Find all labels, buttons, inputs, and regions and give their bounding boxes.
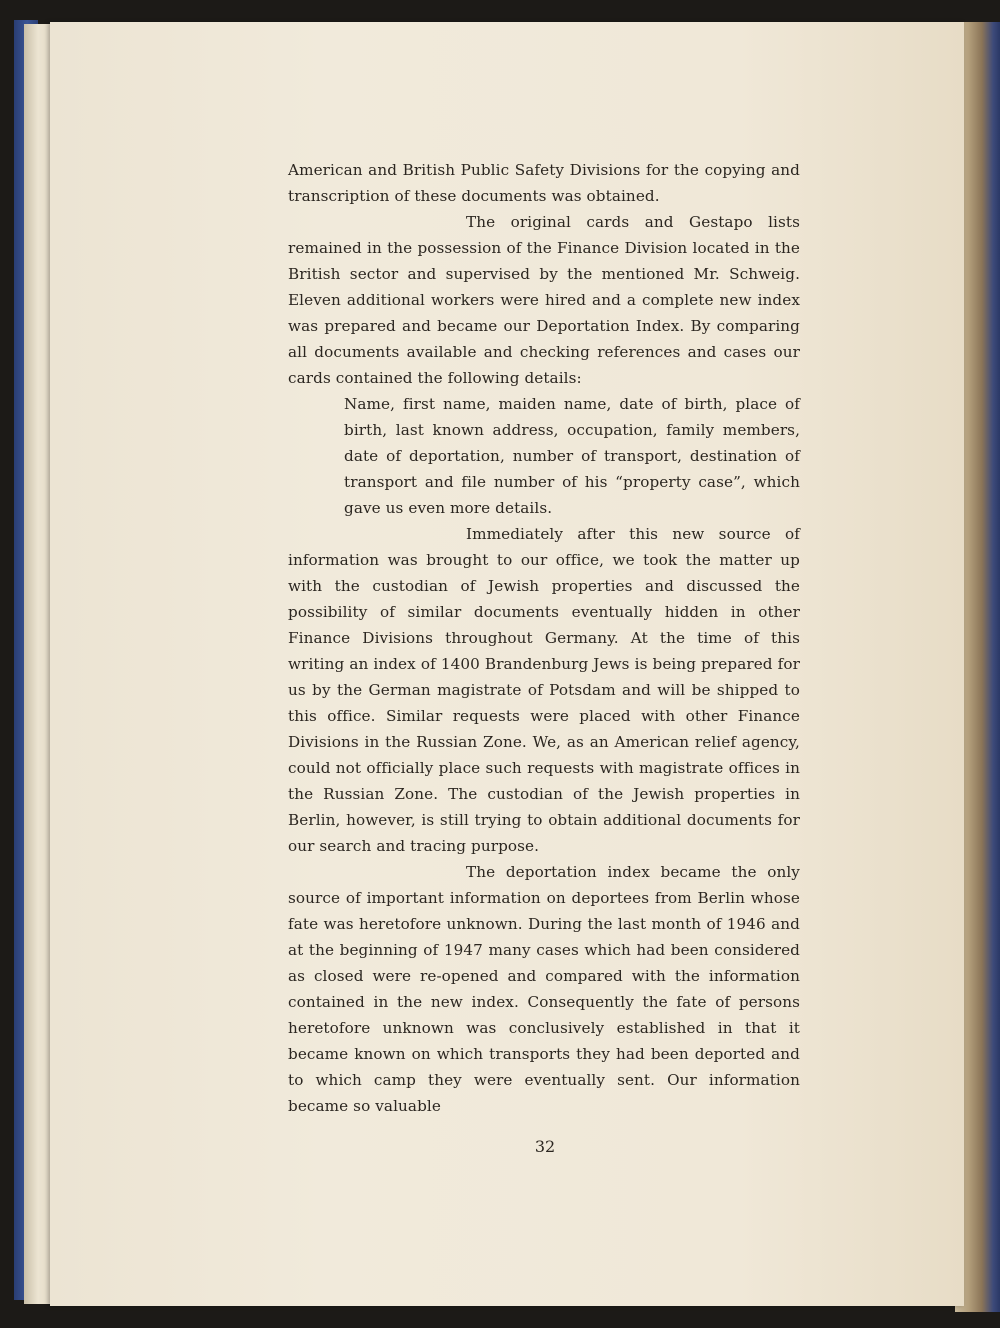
paragraph-continuation: American and British Public Safety Divisions for the copying and transcription of these documents was obtained. [288,161,800,205]
page-number: 32 [534,1137,556,1156]
body-text [288,157,800,1119]
paragraph-new-source: Immediately after this new source of information was brought to our office, we took the matter up with the custodian of Jewish properties and discussed the possibility of similar documents eventually hidden in other Finance Divisions throughout Germany. At the time of this writing an index of 1400 Brandenburg Jews is being prepared for us by the German magistrate of Potsdam and will be shipped to this office. Similar requests were placed with other Finance Divisions in the Russian Zone. We, as an American relief agency, could not officially place such requests with magistrate offices in the Russian Zone. The custodian of the Jewish properties in Berlin, however, is still trying to obtain additional documents for our search and tracing purpose. [288,525,800,855]
paragraph-deportation-index: The deportation index became the only source of important information on deportees from Berlin whose fate was heretofore unknown. During the last month of 1946 and at the beginning of 1947 many cases which had been considered as closed were re-opened and compared with the information contained in the new index. Consequently the fate of persons heretofore unknown was conclusively established in that it became known on which transports they had been deported and to which camp they were eventually sent. Our information became so valuable [288,863,800,1115]
paragraph-original-cards: The original cards and Gestapo lists remained in the possession of the Finance Division located in the British sector and supervised by the mentioned Mr. Schweig. Eleven additional workers were hired and a complete new index was prepared and became our Deportation Index. By comparing all documents available and checking references and cases our cards contained the following details: [288,213,800,387]
paragraph-card-details: Name, first name, maiden name, date of birth, place of birth, last known address, occupation, family members, date of deportation, number of transport, destination of transport and file number of his “property case”, which gave us even more details. [344,395,800,517]
